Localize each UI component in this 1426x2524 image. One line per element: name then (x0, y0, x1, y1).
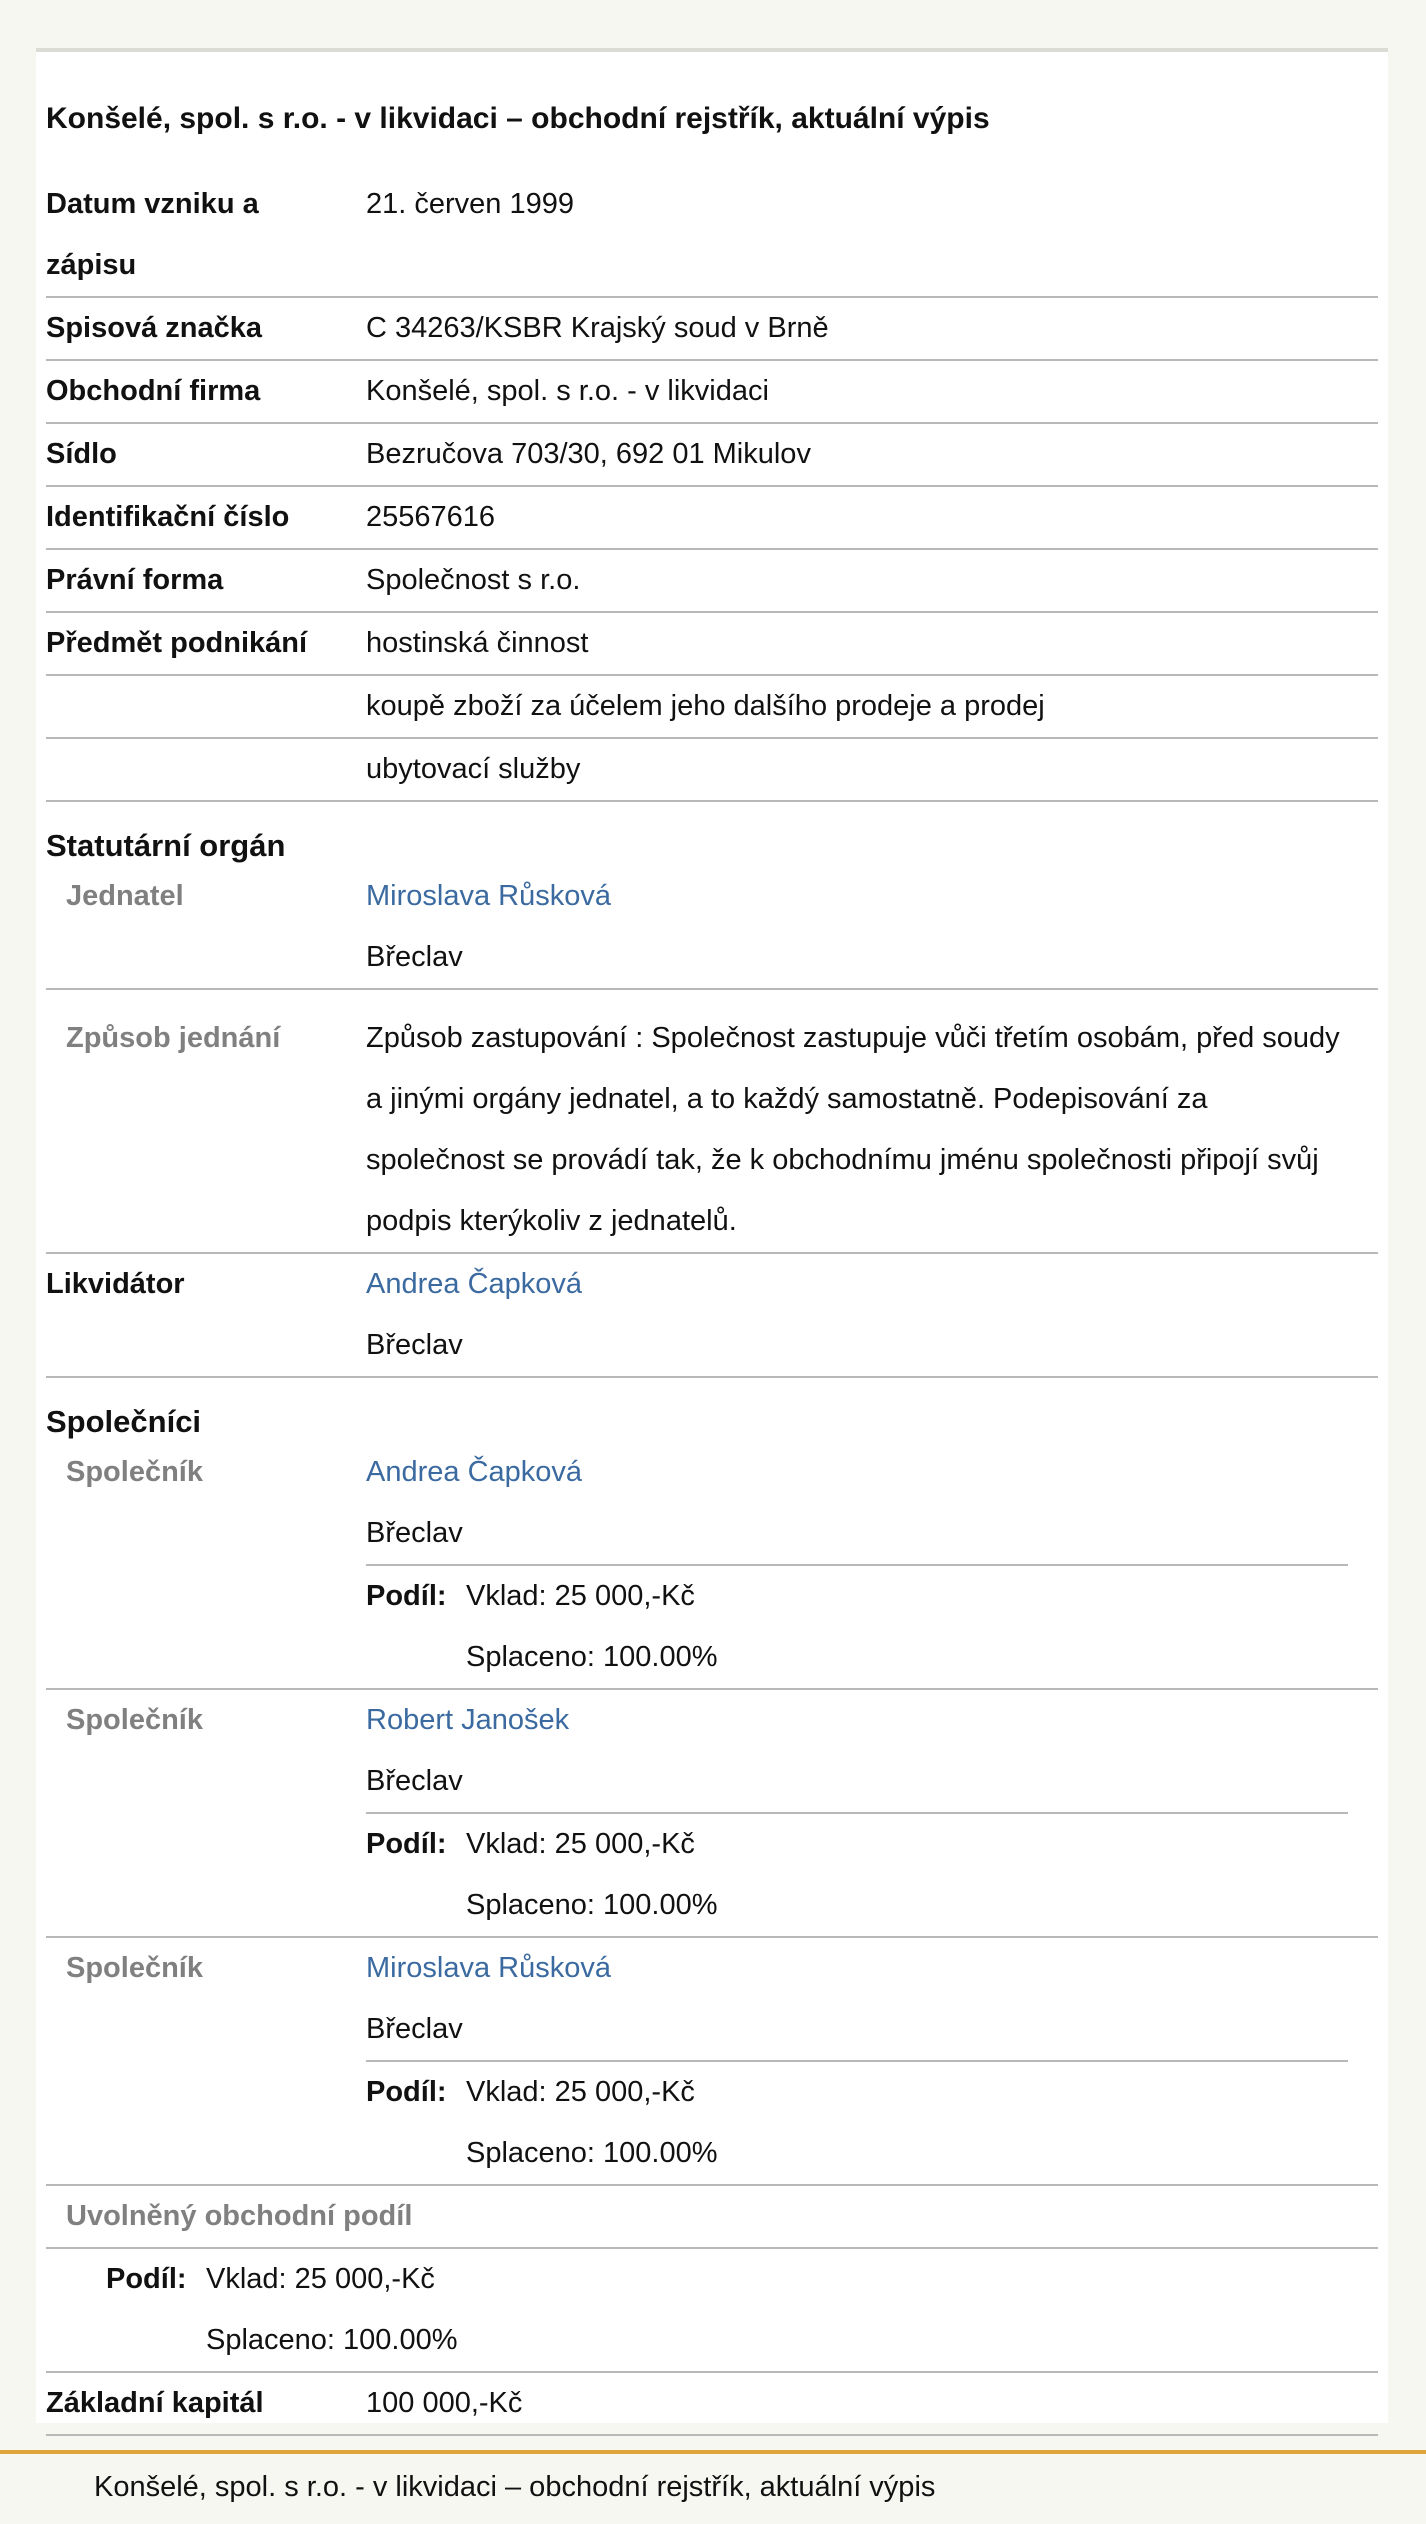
link-likvidator-name[interactable]: Andrea Čapková (366, 1268, 583, 1300)
row-predmet-1 (46, 613, 1378, 676)
uvolneny-share-values (206, 2249, 458, 2371)
spolecnik-1-podil-label: Podíl: (366, 1580, 447, 1612)
value-predmet-2: koupě zboží za účelem jeho dalšího prodeje a prodej (366, 690, 1045, 722)
label-spolecnik: Společník (66, 1704, 203, 1736)
label-datum-line-2: zápisu (46, 249, 137, 281)
row-spolecnik-1 (46, 1442, 1378, 1690)
page-title: Konšelé, spol. s r.o. - v likvidaci – obchodní rejstřík, aktuální výpis (46, 102, 990, 135)
section-spolecnici: Společníci (46, 1404, 202, 1439)
spolecnik-3-vklad: Vklad: 25 000,-Kč (466, 2076, 695, 2108)
spolecnik-2-splaceno: Splaceno: 100.00% (466, 1889, 718, 1921)
jednatel-city: Břeclav (366, 941, 463, 973)
value-obchodni-firma: Konšelé, spol. s r.o. - v likvidaci (366, 375, 769, 407)
spolecnik-1-splaceno: Splaceno: 100.00% (466, 1641, 718, 1673)
row-uvolneny-podil (46, 2186, 1378, 2249)
label-spolecnik: Společník (66, 1456, 203, 1488)
spolecnik-2-vklad: Vklad: 25 000,-Kč (466, 1828, 695, 1860)
spolecnik-3-city: Břeclav (366, 2013, 463, 2045)
spolecnik-3-podil-label: Podíl: (366, 2076, 447, 2108)
spolecnik-2-podil-label: Podíl: (366, 1828, 447, 1860)
value-spisova-znacka: C 34263/KSBR Krajský soud v Brně (366, 312, 829, 344)
row-sidlo (46, 424, 1378, 487)
value-ico: 25567616 (366, 501, 496, 533)
section-statutarni-organ: Statutární orgán (46, 828, 286, 863)
likvidator-city: Břeclav (366, 1329, 463, 1361)
uvolneny-podil-label: Podíl: (106, 2263, 187, 2295)
uvolneny-vklad: Vklad: 25 000,-Kč (206, 2263, 435, 2295)
label-datum-line-1: Datum vzniku a (46, 188, 259, 220)
label-jednatel: Jednatel (66, 880, 184, 912)
spolecnik-1-vklad: Vklad: 25 000,-Kč (466, 1580, 695, 1612)
link-spolecnik-2-name[interactable]: Robert Janošek (366, 1704, 570, 1736)
row-pravni-forma (46, 550, 1378, 613)
row-uvolneny-podil-share (46, 2249, 1378, 2373)
zpusob-line-2: a jinými orgány jednatel, a to každý samostatně. Podepisování za (366, 1083, 1208, 1115)
register-extract-panel (36, 48, 1388, 2423)
label-pravni-forma: Právní forma (46, 564, 224, 596)
zpusob-line-1: Způsob zastupování : Společnost zastupuje vůči třetím osobám, před soudy (366, 1022, 1340, 1054)
row-jednatel (46, 866, 1378, 990)
label-uvolneny-podil: Uvolněný obchodní podíl (66, 2200, 413, 2232)
spolecnik-2-city: Břeclav (366, 1765, 463, 1797)
value-spolecnik-3 (366, 1938, 1378, 2184)
row-zakladni-kapital (46, 2373, 1378, 2436)
label-spolecnik: Společník (66, 1952, 203, 1984)
value-pravni-forma: Společnost s r.o. (366, 564, 581, 596)
value-zakladni-kapital: 100 000,-Kč (366, 2387, 523, 2419)
label-sidlo: Sídlo (46, 438, 117, 470)
label-zpusob-jednani: Způsob jednání (66, 1022, 281, 1054)
page-footer (0, 2450, 1426, 2524)
row-obchodni-firma (46, 361, 1378, 424)
zpusob-line-3: společnost se provádí tak, že k obchodnímu jménu společnosti připojí svůj (366, 1144, 1319, 1176)
value-predmet-1: hostinská činnost (366, 627, 589, 659)
row-spolecnik-2 (46, 1690, 1378, 1938)
label-predmet-podnikani: Předmět podnikání (46, 627, 308, 659)
value-predmet-3: ubytovací služby (366, 753, 581, 785)
label-likvidator: Likvidátor (46, 1268, 185, 1300)
spolecnik-1-share-values (466, 1566, 718, 1688)
value-spolecnik-1 (366, 1442, 1378, 1688)
label-zakladni-kapital: Základní kapitál (46, 2387, 264, 2419)
value-likvidator (366, 1254, 1378, 1376)
spolecnik-3-splaceno: Splaceno: 100.00% (466, 2137, 718, 2169)
uvolneny-share (46, 2249, 458, 2371)
spolecnik-3-share (366, 2060, 1348, 2184)
link-jednatel-name[interactable]: Miroslava Růsková (366, 880, 611, 912)
value-spolecnik-2 (366, 1690, 1378, 1936)
value-jednatel (366, 866, 1378, 988)
row-likvidator (46, 1254, 1378, 1378)
uvolneny-splaceno: Splaceno: 100.00% (206, 2324, 458, 2356)
spolecnik-1-city: Břeclav (366, 1517, 463, 1549)
label-spisova-znacka: Spisová značka (46, 312, 262, 344)
spolecnik-1-share (366, 1564, 1348, 1688)
row-datum-vzniku (46, 174, 1378, 298)
row-spisova-znacka (46, 298, 1378, 361)
link-spolecnik-1-name[interactable]: Andrea Čapková (366, 1456, 583, 1488)
label-ico: Identifikační číslo (46, 501, 290, 533)
row-zpusob-jednani (46, 990, 1378, 1254)
spolecnik-3-share-values (466, 2062, 718, 2184)
footer-text: Konšelé, spol. s r.o. - v likvidaci – obchodní rejstřík, aktuální výpis (94, 2471, 936, 2503)
row-predmet-3 (46, 739, 1378, 802)
spolecnik-2-share (366, 1812, 1348, 1936)
link-spolecnik-3-name[interactable]: Miroslava Růsková (366, 1952, 611, 1984)
label-empty (46, 739, 366, 800)
value-zpusob-jednani (366, 1008, 1378, 1252)
row-ico (46, 487, 1378, 550)
row-predmet-2 (46, 676, 1378, 739)
label-empty (46, 676, 366, 737)
label-obchodni-firma: Obchodní firma (46, 375, 261, 407)
label-datum-vzniku (46, 174, 366, 296)
value-datum-vzniku: 21. červen 1999 (366, 188, 574, 220)
row-spolecnik-3 (46, 1938, 1378, 2186)
zpusob-line-4: podpis kterýkoliv z jednatelů. (366, 1205, 737, 1237)
spolecnik-2-share-values (466, 1814, 718, 1936)
value-sidlo: Bezručova 703/30, 692 01 Mikulov (366, 438, 811, 470)
